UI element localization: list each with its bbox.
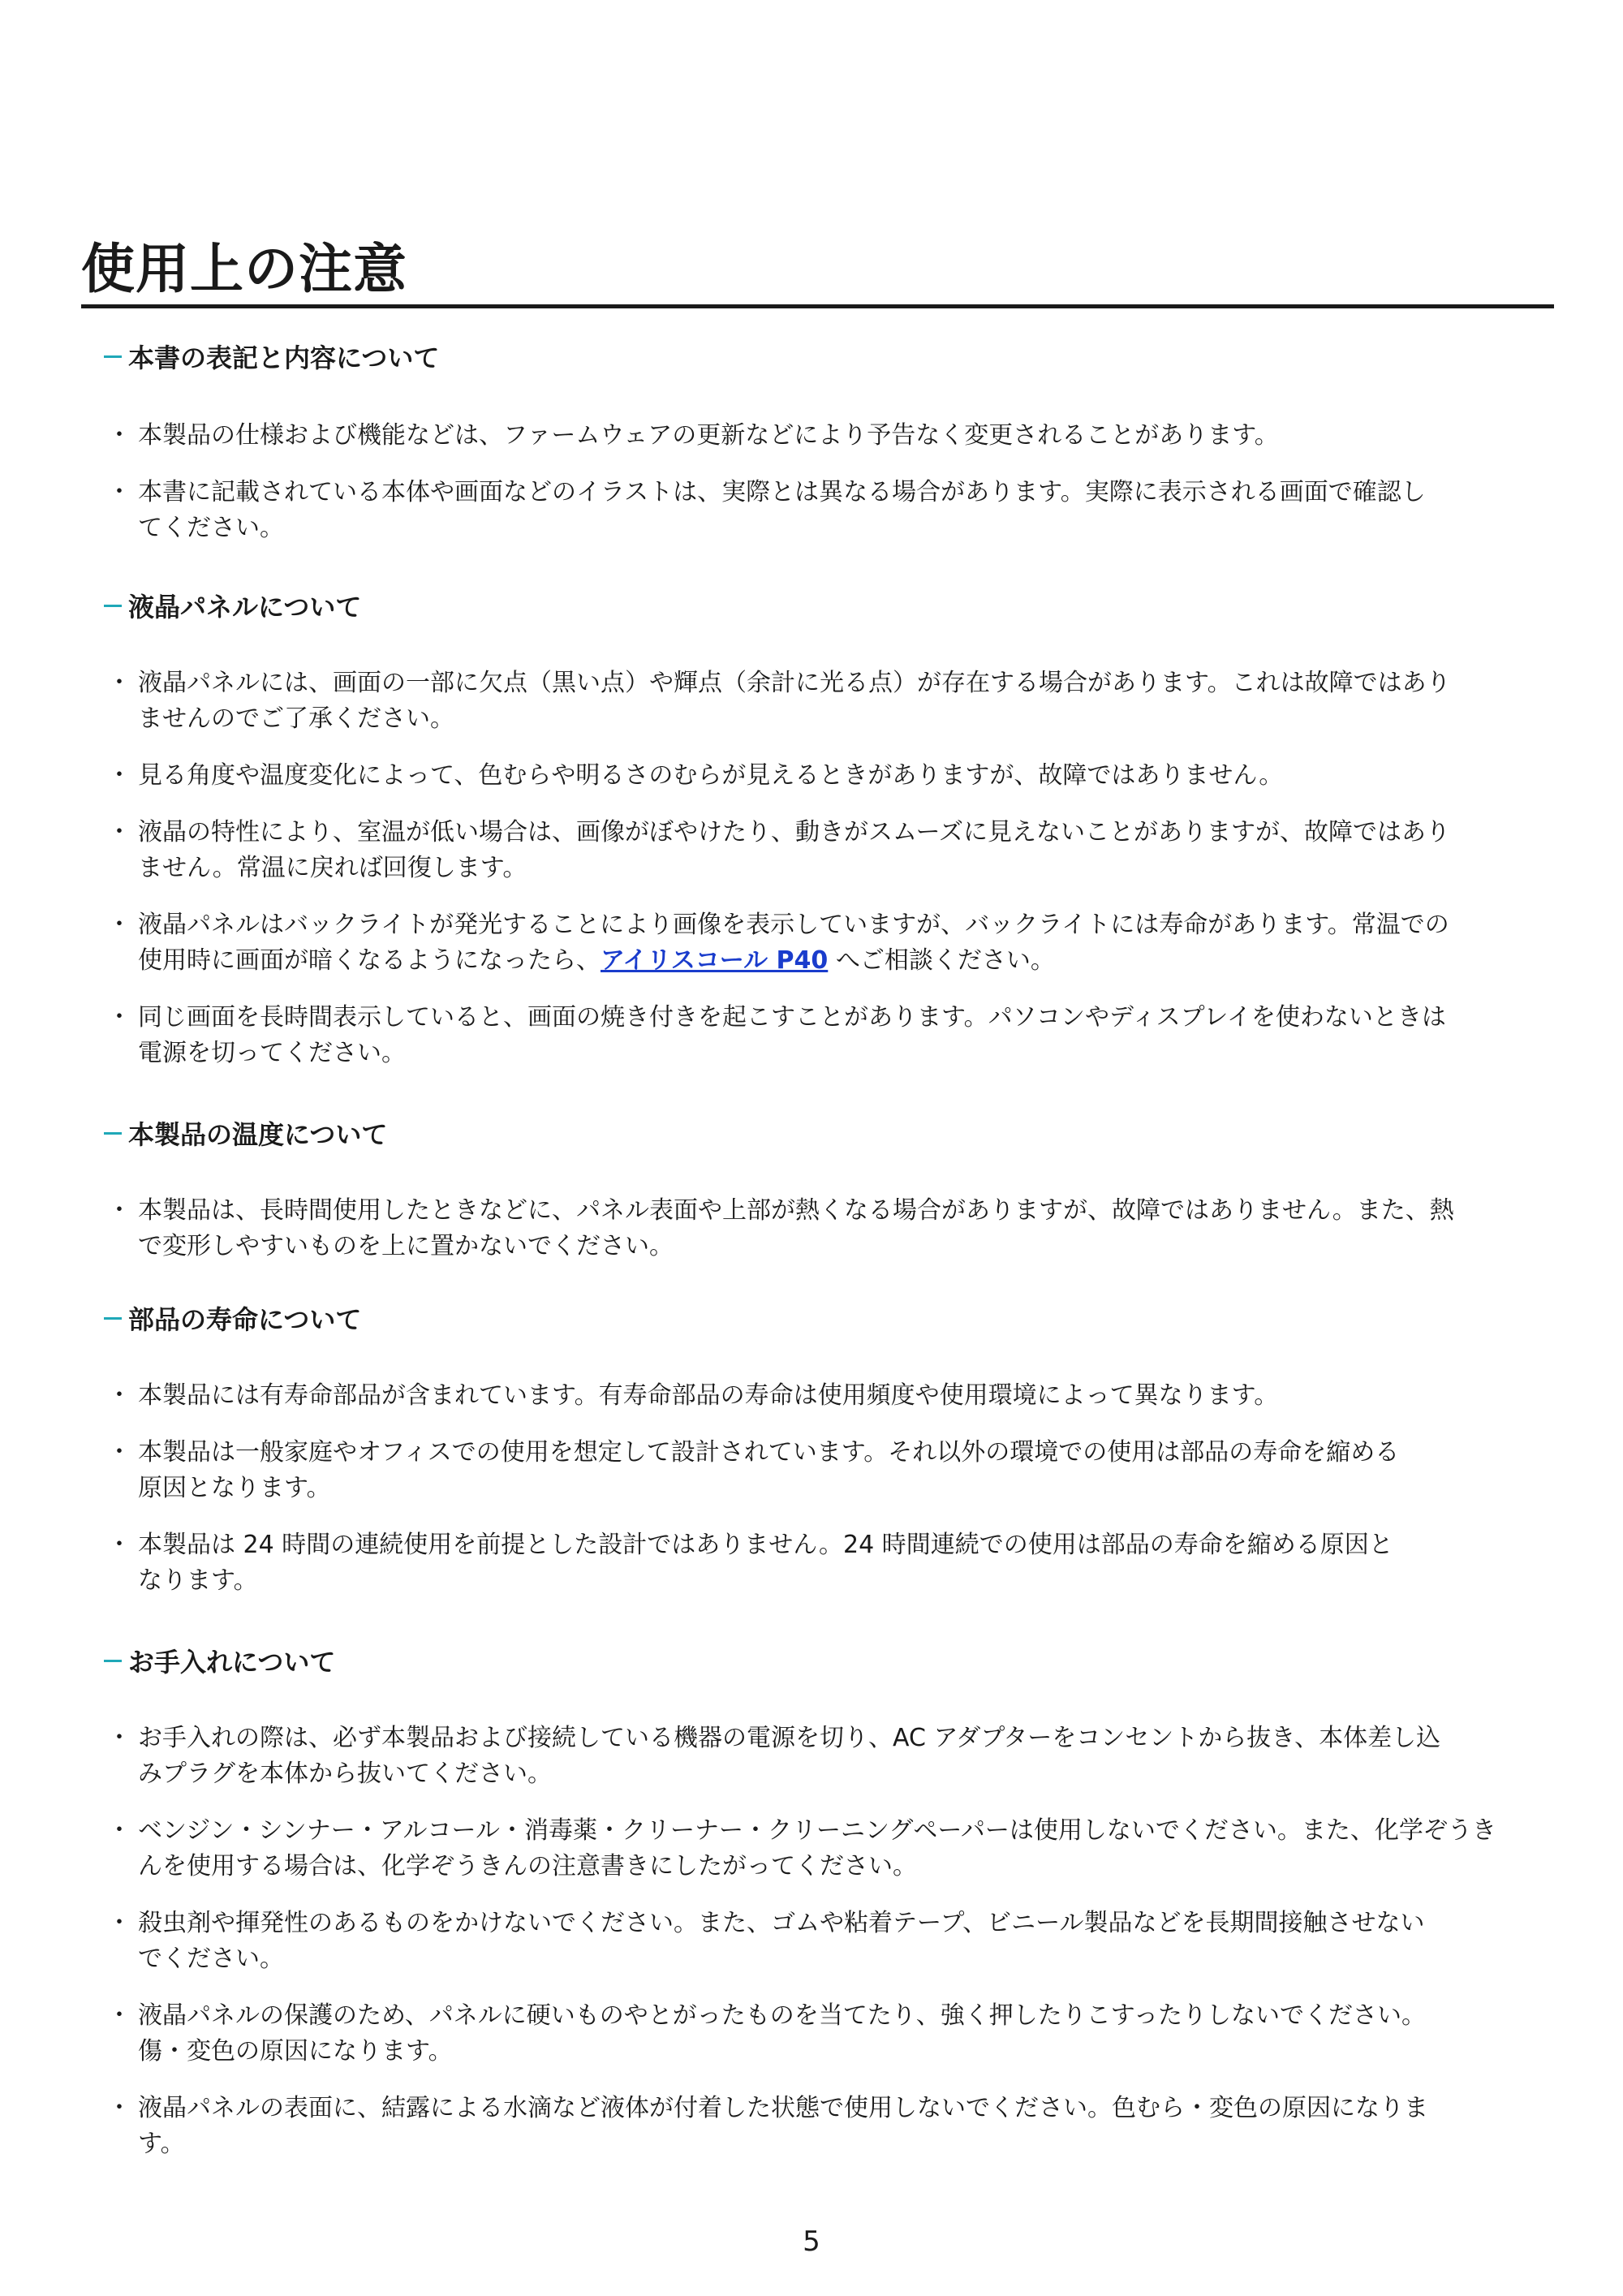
list-item-text: 本製品の仕様および機能などは、ファームウェアの更新などにより予告なく変更されることがあります。 [138, 421, 1279, 450]
bullet-icon: ・ [107, 911, 131, 939]
list-item [104, 815, 1556, 886]
list-item-text: 同じ画面を長時間表示していると、画面の焼き付きを起こすことがあります。パソコンやディスプレイを使わないときは [138, 1003, 1446, 1032]
section-heading-label: 液晶パネルについて [128, 592, 362, 622]
bullet-icon: ・ [107, 478, 131, 506]
bullet-icon: ・ [107, 669, 131, 697]
dash-icon [104, 605, 122, 607]
bullet-icon: ・ [107, 1381, 131, 1410]
list-item [104, 1906, 1556, 1977]
bullet-icon: ・ [107, 1003, 131, 1032]
list-item-text: お手入れの際は、必ず本製品および接続している機器の電源を切り、AC アダプターをコンセントから抜き、本体差し込 [138, 1724, 1441, 1752]
list-item [104, 418, 1556, 454]
section-lcd-panel [104, 583, 1556, 1092]
list-item [104, 1813, 1556, 1885]
list-item [104, 758, 1556, 794]
bullet-icon: ・ [107, 818, 131, 846]
list-item-text: 液晶パネルの表面に、結露による水滴など液体が付着した状態で使用しないでください。色むら・変色の原因になりま [138, 2094, 1428, 2122]
section-heading-label: 部品の寿命について [128, 1304, 362, 1335]
list-item-text: 液晶パネルには、画面の一部に欠点（黒い点）や輝点（余計に光る点）が存在する場合があります。これは故障ではあり [138, 669, 1451, 697]
list-item [104, 1193, 1556, 1264]
title-divider [81, 304, 1554, 308]
bullet-icon: ・ [107, 2094, 131, 2122]
list-item [104, 1721, 1556, 1792]
bullet-list [104, 666, 1556, 1071]
list-item [104, 1000, 1556, 1071]
bullet-icon: ・ [107, 1196, 131, 1225]
link-suffix-text: へご相談ください。 [828, 946, 1055, 975]
list-item-text: 液晶パネルの保護のため、パネルに硬いものやとがったものを当てたり、強く押したりこすったりしないでください。 [138, 2001, 1426, 2030]
bullet-icon: ・ [107, 421, 131, 450]
list-item-text: 本製品は一般家庭やオフィスでの使用を想定して設計されています。それ以外の環境での使用は部品の寿命を縮める [138, 1438, 1400, 1467]
list-item-text: 見る角度や温度変化によって、色むらや明るさのむらが見えるときがありますが、故障ではありません。 [138, 761, 1284, 790]
list-item [104, 1435, 1556, 1506]
bullet-list [104, 418, 1556, 546]
section-heading [104, 1295, 1556, 1341]
section-component-life [104, 1295, 1556, 1620]
dash-icon [104, 1132, 122, 1135]
list-item [104, 1378, 1556, 1414]
page-title: 使用上の注意 [81, 238, 407, 300]
section-notation [104, 334, 1556, 567]
bullet-icon: ・ [107, 1438, 131, 1467]
list-item-text-with-link [138, 943, 1556, 979]
section-heading [104, 1110, 1556, 1156]
bullet-list [104, 1721, 1556, 2162]
list-item-text: 本製品は 24 時間の連続使用を前提とした設計ではありません。24 時間連続での使用は部品の寿命を縮める原因と [138, 1531, 1393, 1559]
list-item-text: 本製品には有寿命部品が含まれています。有寿命部品の寿命は使用頻度や使用環境によって異なります。 [138, 1381, 1279, 1410]
link-prefix-text: 使用時に画面が暗くなるようになったら、 [138, 946, 601, 975]
list-item [104, 1527, 1556, 1599]
bullet-icon: ・ [107, 1816, 131, 1845]
list-item-text: ませんのでご了承ください。 [138, 704, 454, 733]
list-item-text: 電源を切ってください。 [138, 1039, 406, 1067]
page-number: 5 [803, 2225, 820, 2258]
list-item-text: 液晶の特性により、室温が低い場合は、画像がぼやけたり、動きがスムーズに見えないことがありますが、故障ではあり [138, 818, 1450, 846]
bullet-icon: ・ [107, 1724, 131, 1752]
section-heading [104, 1638, 1556, 1683]
section-heading [104, 334, 1556, 379]
bullet-list [104, 1378, 1556, 1599]
section-heading-label: 本書の表記と内容について [128, 342, 440, 373]
list-item-text: す。 [138, 2130, 185, 2158]
list-item-text: 本書に記載されている本体や画面などのイラストは、実際とは異なる場合があります。実際に表示される画面で確認し [138, 478, 1426, 506]
list-item-text: で変形しやすいものを上に置かないでください。 [138, 1232, 674, 1260]
dash-icon [104, 1660, 122, 1662]
list-item-text: んを使用する場合は、化学ぞうきんの注意書きにしたがってください。 [138, 1852, 917, 1880]
list-item-text: なります。 [138, 1566, 258, 1595]
bullet-icon: ・ [107, 1909, 131, 1937]
list-item-text: 原因となります。 [138, 1474, 331, 1502]
iris-call-link[interactable]: アイリスコール P40 [601, 946, 829, 975]
section-temperature [104, 1110, 1556, 1286]
dash-icon [104, 355, 122, 358]
list-item [104, 475, 1556, 546]
dash-icon [104, 1317, 122, 1320]
list-item [104, 2091, 1556, 2162]
list-item-text: みプラグを本体から抜いてください。 [138, 1760, 552, 1788]
bullet-icon: ・ [107, 761, 131, 790]
list-item-text: てください。 [138, 514, 284, 542]
list-item-text: ません。常温に戻れば回復します。 [138, 854, 527, 882]
list-item [104, 1998, 1556, 2070]
list-item-text: 傷・変色の原因になります。 [138, 2037, 453, 2066]
section-heading [104, 583, 1556, 628]
list-item-text: 本製品は、長時間使用したときなどに、パネル表面や上部が熱くなる場合がありますが、故障ではありません。また、熱 [138, 1196, 1454, 1225]
section-care [104, 1638, 1556, 2183]
section-heading-label: お手入れについて [128, 1647, 336, 1678]
bullet-list [104, 1193, 1556, 1264]
list-item-text: ベンジン・シンナー・アルコール・消毒薬・クリーナー・クリーニングペーパーは使用しないでください。また、化学ぞうき [138, 1816, 1496, 1845]
bullet-icon: ・ [107, 2001, 131, 2030]
bullet-icon: ・ [107, 1531, 131, 1559]
list-item-text: でください。 [138, 1945, 284, 1973]
list-item [104, 666, 1556, 737]
list-item-text: 液晶パネルはバックライトが発光することにより画像を表示していますが、バックライトには寿命があります。常温での [138, 911, 1449, 939]
list-item-text: 殺虫剤や揮発性のあるものをかけないでください。また、ゴムや粘着テープ、ビニール製品などを長期間接触させない [138, 1909, 1425, 1937]
section-heading-label: 本製品の温度について [128, 1119, 388, 1150]
list-item [104, 907, 1556, 979]
